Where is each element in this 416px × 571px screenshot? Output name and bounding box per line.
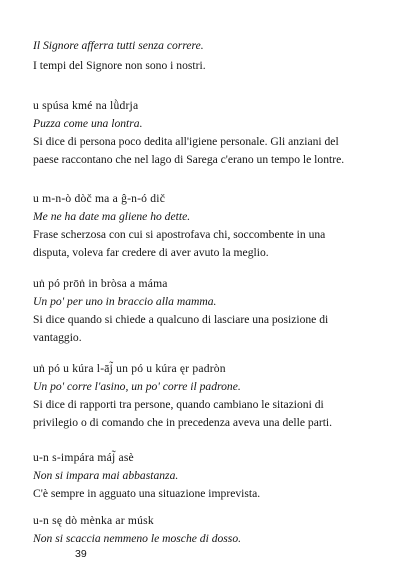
entry-2-dialect: u m-n-ò dòč ma a ĝ-n-ó dič bbox=[33, 192, 166, 205]
entry-6-dialect: u-n sę dò mènka ar músk bbox=[33, 514, 154, 527]
entry-3-explanation-line-2: vantaggio. bbox=[33, 331, 82, 344]
intro-line: I tempi del Signore non sono i nostri. bbox=[33, 59, 206, 72]
entry-3-translation: Un po' per uno in braccio alla mamma. bbox=[33, 295, 217, 308]
page-number: 39 bbox=[75, 548, 87, 560]
entry-3-dialect: uṅ pó prōṅ in bròsa a máma bbox=[33, 277, 168, 290]
entry-4-translation: Un po' corre l'asino, un po' corre il padrone. bbox=[33, 380, 241, 393]
entry-2-explanation-line-2: disputa, voleva far credere di aver avuto la meglio. bbox=[33, 246, 269, 259]
entry-4-explanation-line-2: privilegio o di comando che in precedenza aveva una delle parti. bbox=[33, 416, 333, 429]
entry-5-dialect: u-n s-impára máj̃ asè bbox=[33, 451, 134, 464]
entry-1-explanation-line-2: paese raccontano che nel lago di Sarega c'erano un tempo le lontre. bbox=[33, 153, 345, 166]
entry-5-translation: Non si impara mai abbastanza. bbox=[33, 469, 179, 482]
entry-2-explanation-line-1: Frase scherzosa con cui si apostrofava chi, soccombente in una bbox=[33, 228, 326, 241]
entry-1-translation: Puzza come una lontra. bbox=[33, 117, 143, 130]
entry-4-explanation-line-1: Si dice di rapporti tra persone, quando cambiano le sitazioni di bbox=[33, 398, 324, 411]
entry-1-explanation-line-1: Si dice di persona poco dedita all'igiene personale. Gli anziani del bbox=[33, 135, 339, 148]
entry-1-dialect: u spúsa kmé na lǜdrja bbox=[33, 99, 139, 112]
entry-2-translation: Me ne ha date ma gliene ho dette. bbox=[33, 210, 191, 223]
entry-4-dialect: uṅ pó u kúra l-āj̃ un pó u kúra ęr padròn bbox=[33, 362, 226, 375]
entry-6-translation: Non si scaccia nemmeno le mosche di dosso. bbox=[33, 532, 242, 545]
entry-3-explanation-line-1: Si dice quando si chiede a qualcuno di lasciare una posizione di bbox=[33, 313, 329, 326]
entry-5-explanation-line-1: C'è sempre in agguato una situazione imprevista. bbox=[33, 487, 261, 500]
intro-line-italic: Il Signore afferra tutti senza correre. bbox=[33, 39, 204, 52]
